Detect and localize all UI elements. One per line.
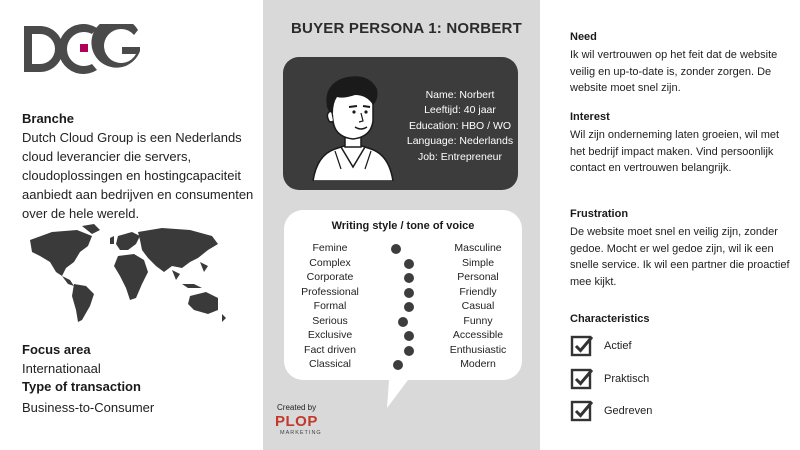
checkbox-checked-icon xyxy=(570,334,594,358)
tone-trait-left: Exclusive xyxy=(307,329,353,341)
persona-info xyxy=(403,88,517,165)
tone-trait-right: Casual xyxy=(461,300,495,312)
tone-scale-marker xyxy=(404,346,414,356)
tone-trait-left: Serious xyxy=(312,314,348,327)
tone-title: Writing style / tone of voice xyxy=(331,220,475,232)
tone-trait-right: Simple xyxy=(461,256,495,269)
persona-name: Name: Norbert xyxy=(425,89,495,101)
tone-trait-right: Accessible xyxy=(452,329,504,341)
middle-column xyxy=(263,0,540,450)
tone-trait-right: Personal xyxy=(457,271,499,283)
right-column xyxy=(540,0,800,450)
persona-age: Leeftijd: 40 jaar xyxy=(424,104,496,117)
checkbox-checked-icon xyxy=(570,399,594,423)
tone-trait-left: Professional xyxy=(301,285,359,298)
tone-scale-marker xyxy=(404,302,414,312)
characteristic-label: Actief xyxy=(604,340,632,352)
tone-trait-left: Fact driven xyxy=(304,343,356,356)
tone-scale-marker xyxy=(398,317,408,327)
tone-scale-marker xyxy=(404,288,414,298)
persona-education: Education: HBO / WO xyxy=(408,119,512,132)
tone-trait-left: Corporate xyxy=(306,271,354,283)
plop-brand-sub: MARKETING xyxy=(280,430,322,436)
created-by-label: Created by xyxy=(277,403,317,412)
plop-brand: PLOP xyxy=(275,413,318,430)
world-map-icon xyxy=(22,222,232,327)
interest-heading: Interest xyxy=(570,111,610,123)
tone-trait-left: Formal xyxy=(313,300,347,312)
tone-scale-marker xyxy=(404,331,414,341)
focus-area-value: Internationaal xyxy=(22,361,101,376)
tone-trait-right: Modern xyxy=(460,358,496,370)
transaction-heading: Type of transaction xyxy=(22,379,141,394)
characteristic-label: Praktisch xyxy=(604,373,650,385)
interest-text: Wil zijn onderneming laten groeien, wil met het bedrijf impact maken. Vind persoonlijk contact en vertrouwen belangrijk. xyxy=(570,129,780,174)
person-avatar-icon xyxy=(307,69,399,181)
plop-marketing-logo xyxy=(275,413,321,439)
tone-trait-right: Enthusiastic xyxy=(449,343,507,356)
persona-card xyxy=(283,57,518,190)
frustration-heading: Frustration xyxy=(570,208,629,220)
need-text: Ik wil vertrouwen op het feit dat de website veilig en up-to-date is, zonder zorgen. De website moet snel zijn. xyxy=(570,49,778,94)
need-heading: Need xyxy=(570,31,597,43)
characteristic-label: Gedreven xyxy=(604,405,653,417)
tone-scale-marker xyxy=(393,360,403,370)
characteristic-item xyxy=(570,334,632,358)
dcg-logo xyxy=(22,24,140,74)
tone-scale-marker xyxy=(404,273,414,283)
transaction-value: Business-to-Consumer xyxy=(22,400,155,415)
checkbox-checked-icon xyxy=(570,367,594,391)
tone-trait-right: Friendly xyxy=(459,285,497,298)
frustration-text: De website moet snel en veilig zijn, zonder gedoe. Mocht er wel gedoe zijn, wil ik een snelle service. Ik wil een partner die proactief mee kijkt. xyxy=(570,226,790,288)
persona-language: Language: Nederlands xyxy=(406,135,514,148)
characteristic-item xyxy=(570,399,652,423)
branche-heading: Branche xyxy=(22,111,75,126)
characteristic-item xyxy=(570,367,649,391)
tone-of-voice-bubble xyxy=(283,209,523,411)
tone-trait-left: Complex xyxy=(309,256,351,269)
tone-trait-right: Masculine xyxy=(454,242,502,254)
characteristics-heading: Characteristics xyxy=(570,313,650,325)
tone-trait-right: Funny xyxy=(463,314,493,327)
tone-trait-left: Classical xyxy=(308,358,351,370)
persona-title: BUYER PERSONA 1: NORBERT xyxy=(291,20,522,37)
tone-trait-left: Femine xyxy=(312,242,348,254)
persona-job: Job: Entrepreneur xyxy=(417,150,503,163)
focus-area-heading: Focus area xyxy=(22,342,91,357)
branche-text: Dutch Cloud Group is een Nederlands cloud leverancier die servers, cloudoplossingen en hostingcapaciteit aanbiedt aan bedrijven en consumenten over de hele wereld. xyxy=(22,130,254,221)
tone-scale-marker xyxy=(404,259,414,269)
left-column xyxy=(0,0,263,450)
